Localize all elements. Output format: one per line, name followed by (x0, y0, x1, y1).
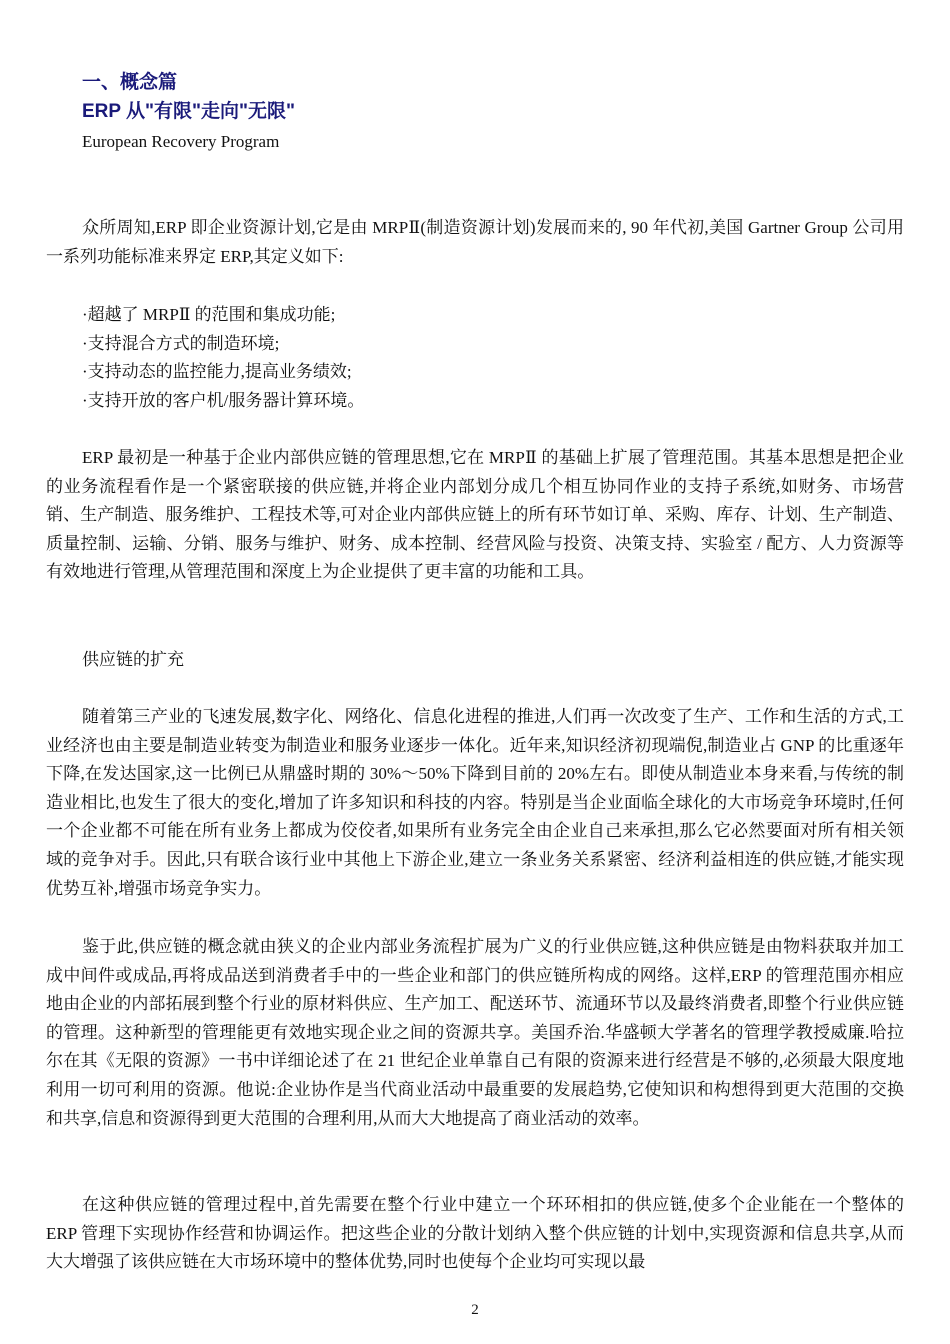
list-item: ·支持动态的监控能力,提高业务绩效; (82, 362, 352, 382)
expansion-paragraph-3: 在这种供应链的管理过程中,首先需要在整个行业中建立一个环环相扣的供应链,使多个企业能在一个整体的 ERP 管理下实现协作经营和协调运作。把这些企业的分散计划纳入整个供应链的计划中,实现资源和信息共享,从而大大增强了该供应链在大市场环境中的整体优势,同时也使每个企业均可实现以最 (46, 1195, 904, 1272)
expansion-paragraph-1: 随着第三产业的飞速发展,数字化、网络化、信息化进程的推进,人们再一次改变了生产、工作和生活的方式,工业经济也由主要是制造业转变为制造业和服务业逐步一体化。近年来,知识经济初现端倪,制造业占 GNP 的比重逐年下降,在发达国家,这一比例已从鼎盛时期的 30%～50%下降到目前的 20%左右。即使从制造业本身来看,与传统的制造业相比,也发生了很大的变化,增加了许多知识和科技的内容。特别是当企业面临全球化的大市场竞争环境时,任何一个企业都不可能在所有业务上都成为佼佼者,如果所有业务完全由企业自己来承担,那么它必然要面对所有相关领域的竞争对手。因此,只有联合该行业中其他上下游企业,建立一条业务关系紧密、经济利益相连的供应链,才能实现优势互补,增强市场竞争实力。 (46, 707, 904, 898)
erp-scope-paragraph: ERP 最初是一种基于企业内部供应链的管理思想,它在 MRPⅡ 的基础上扩展了管理范围。其基本思想是把企业的业务流程看作是一个紧密联接的供应链,并将企业内部划分成几个相互协同作业的支持子系统,如财务、市场营销、生产制造、服务维护、工程技术等,可对企业内部供应链上的所有环节如订单、采购、库存、计划、生产制造、质量控制、运输、分销、服务与维护、财务、成本控制、经营风险与投资、决策支持、实验室 / 配方、人力资源等有效地进行管理,从管理范围和深度上为企业提供了更丰富的功能和工具。 (46, 448, 904, 582)
erp-definition-list (82, 301, 364, 415)
document-title: ERP 从"有限"走向"无限" (82, 101, 296, 122)
intro-paragraph: 众所周知,ERP 即企业资源计划,它是由 MRPⅡ(制造资源计划)发展而来的, 90 年代初,美国 Gartner Group 公司用一系列功能标准来界定 ERP,其定义如下: (46, 218, 904, 266)
list-item: ·超越了 MRPⅡ 的范围和集成功能; (82, 305, 336, 324)
document-subtitle: European Recovery Program (82, 132, 280, 151)
part-heading: 一、概念篇 (82, 72, 178, 93)
section-title: 供应链的扩充 (82, 650, 184, 669)
page-number: 2 (471, 1302, 479, 1318)
list-item: ·支持开放的客户机/服务器计算环境。 (82, 390, 365, 410)
expansion-paragraph-2: 鉴于此,供应链的概念就由狭义的企业内部业务流程扩展为广义的行业供应链,这种供应链是由物料获取并加工成中间件或成品,再将成品送到消费者手中的一些企业和部门的供应链所构成的网络。这样,ERP 的管理范围亦相应地由企业的内部拓展到整个行业的原材料供应、生产加工、配送环节、流通环节以及最终消费者,即整个行业供应链的管理。这种新型的管理能更有效地实现企业之间的资源共享。美国乔治.华盛顿大学著名的管理学教授威廉.哈拉尔在其《无限的资源》一书中详细论述了在 21 世纪企业单靠自己有限的资源来进行经营是不够的,必须最大限度地利用一切可利用的资源。他说:企业协作是当代商业活动中最重要的发展趋势,它使知识和构想得到更大范围的交换和共享,信息和资源得到更大范围的合理利用,从而大大地提高了商业活动的效率。 (46, 937, 904, 1128)
list-item: ·支持混合方式的制造环境; (82, 333, 280, 353)
